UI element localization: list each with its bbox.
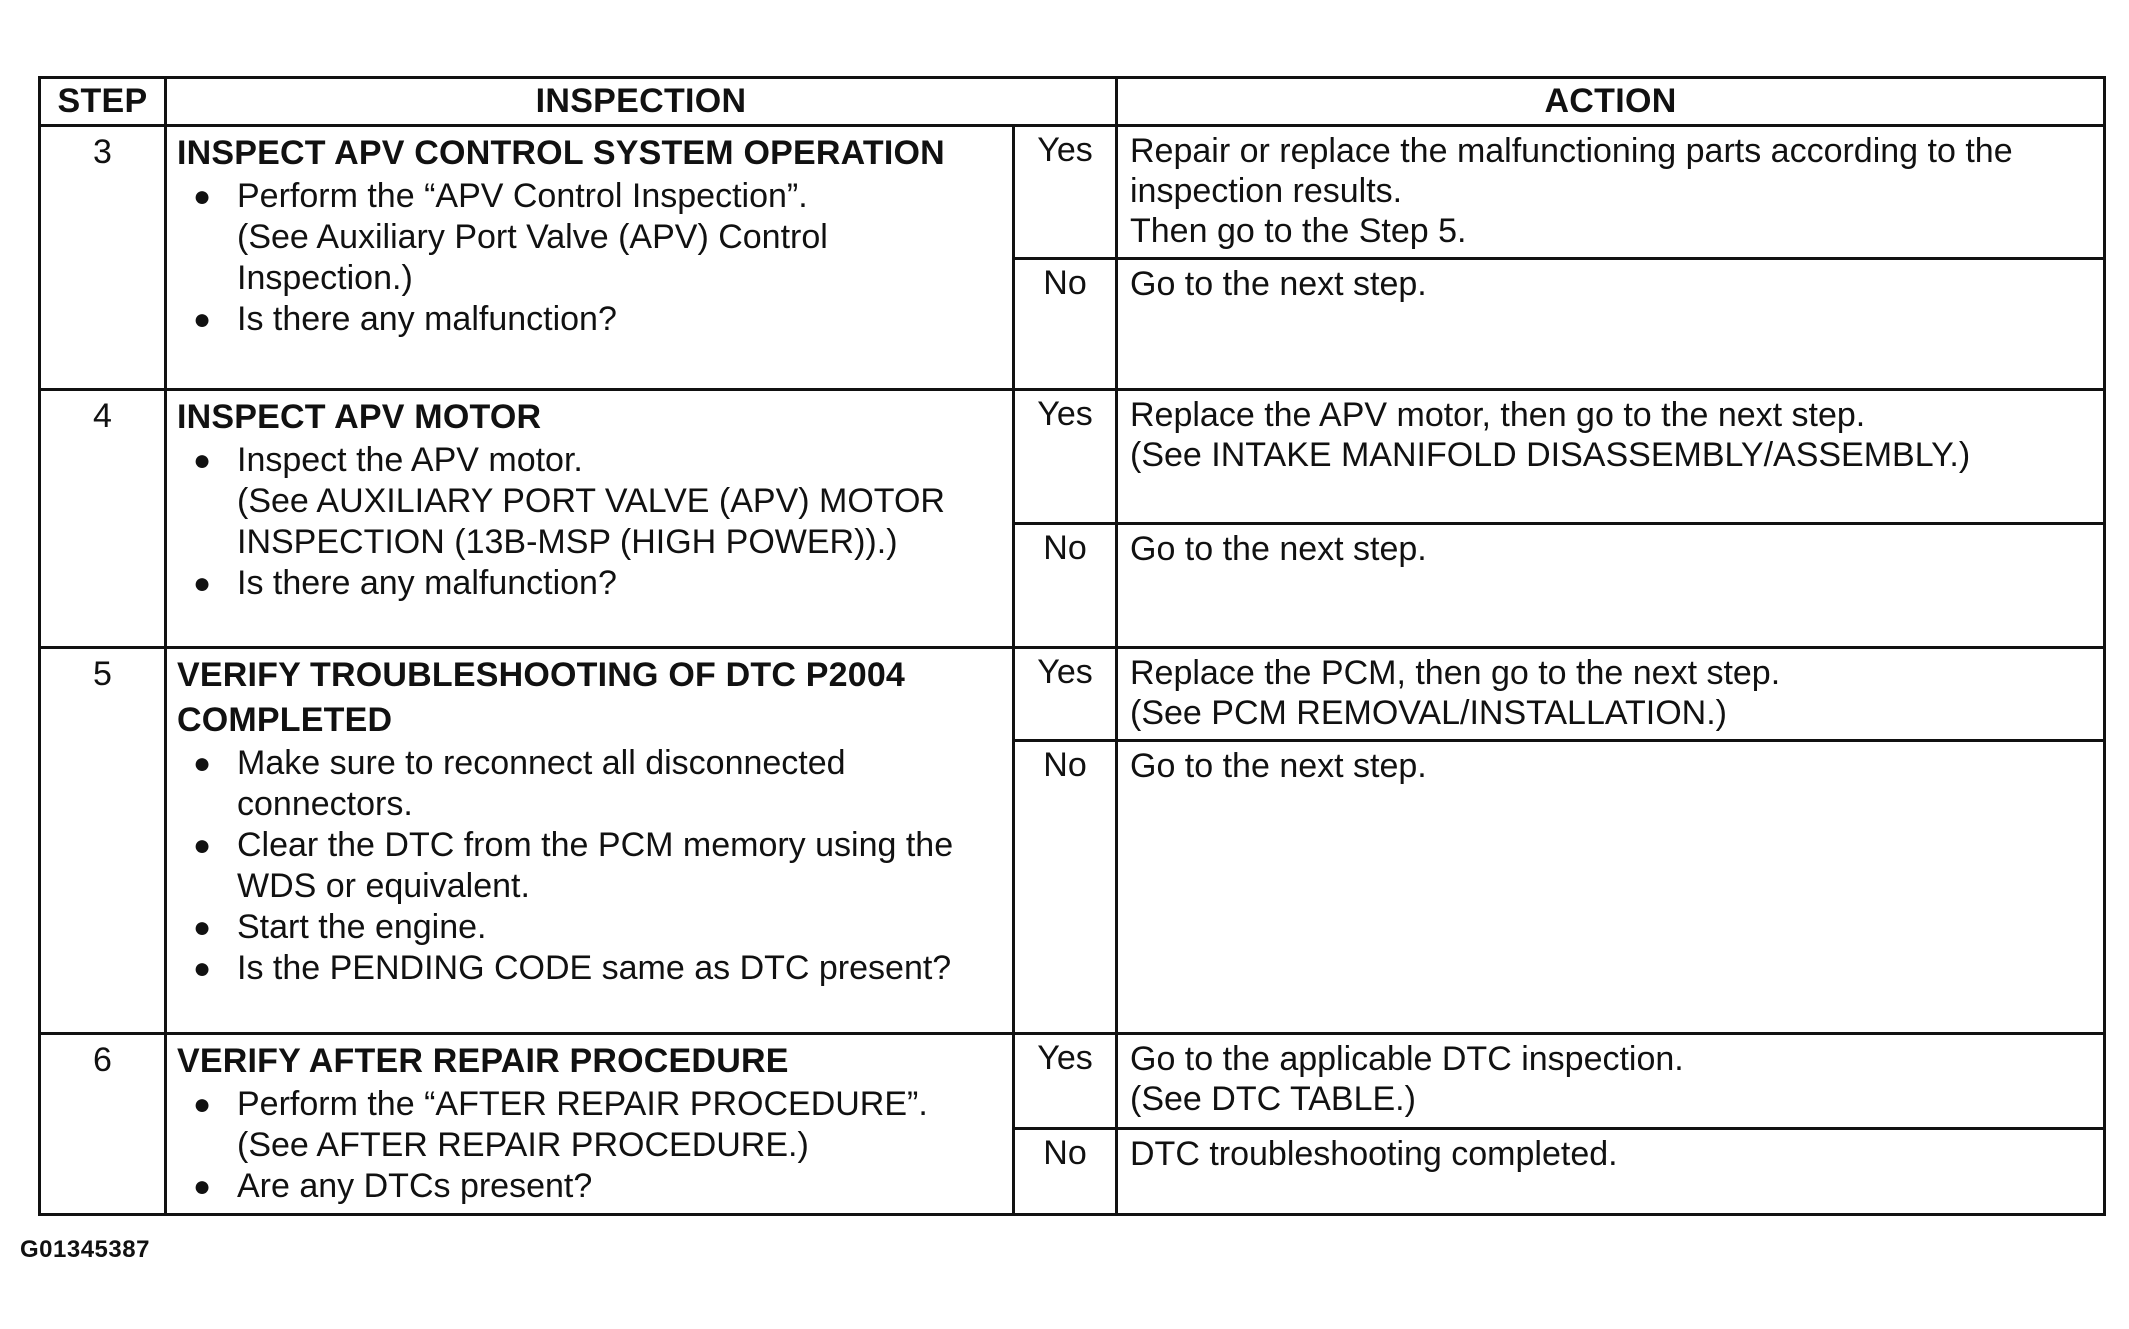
table-row-step-6-yes <box>40 1034 2105 1129</box>
bullet-icon: ● <box>193 1088 212 1121</box>
bullet-text: Start the engine. <box>237 908 487 946</box>
list-item <box>177 948 1002 989</box>
yes-label: Yes <box>1014 126 1117 259</box>
action-text: Replace the PCM, then go to the next step. <box>1130 654 1781 692</box>
yes-action <box>1117 1034 2105 1129</box>
list-item <box>177 176 1002 299</box>
bullet-text: Clear the DTC from the PCM memory using the WDS or equivalent. <box>237 826 954 905</box>
reference-note: (See AFTER REPAIR PROCEDURE.) <box>237 1126 809 1164</box>
bullet-icon: ● <box>193 303 212 336</box>
table-row-step-4-yes <box>40 390 2105 524</box>
table-row-step-5-yes <box>40 648 2105 741</box>
inspection-title: INSPECT APV CONTROL SYSTEM OPERATION <box>177 134 945 172</box>
action-text: (See INTAKE MANIFOLD DISASSEMBLY/ASSEMBLY.) <box>1130 436 1971 474</box>
bullet-text: Is there any malfunction? <box>237 564 617 602</box>
reference-note: (See AUXILIARY PORT VALVE (APV) MOTOR INSPECTION (13B-MSP (HIGH POWER)).) <box>237 482 945 561</box>
bullet-icon: ● <box>193 747 212 780</box>
bullet-icon: ● <box>193 180 212 213</box>
action-text: Repair or replace the malfunctioning parts according to the inspection results. <box>1130 132 2013 210</box>
step-number: 4 <box>40 390 166 648</box>
inspection-bullets <box>177 176 1002 340</box>
inspection-cell <box>166 126 1014 390</box>
action-text: Replace the APV motor, then go to the next step. <box>1130 396 1866 434</box>
inspection-bullets <box>177 440 1002 604</box>
action-text: (See PCM REMOVAL/INSTALLATION.) <box>1130 694 1728 732</box>
no-label: No <box>1014 741 1117 1034</box>
bullet-text: Is the PENDING CODE same as DTC present? <box>237 949 952 987</box>
no-action: Go to the next step. <box>1117 524 2105 648</box>
list-item <box>177 299 1002 340</box>
inspection-cell <box>166 1034 1014 1215</box>
list-item <box>177 743 1002 825</box>
inspection-cell <box>166 648 1014 1034</box>
action-text: (See DTC TABLE.) <box>1130 1080 1416 1118</box>
image-code: G01345387 <box>20 1236 150 1263</box>
diagnostic-table-container <box>38 76 2103 1216</box>
action-text: Then go to the Step 5. <box>1130 212 1467 250</box>
no-label: No <box>1014 1129 1117 1215</box>
list-item <box>177 440 1002 563</box>
inspection-title: INSPECT APV MOTOR <box>177 398 542 436</box>
no-action: Go to the next step. <box>1117 259 2105 390</box>
list-item <box>177 825 1002 907</box>
bullet-icon: ● <box>193 952 212 985</box>
table-row-step-3-yes <box>40 126 2105 259</box>
bullet-icon: ● <box>193 1170 212 1203</box>
list-item <box>177 563 1002 604</box>
list-item <box>177 1084 1002 1166</box>
bullet-text: Inspect the APV motor. <box>237 441 583 479</box>
inspection-title: VERIFY AFTER REPAIR PROCEDURE <box>177 1042 789 1080</box>
diagnostic-table <box>38 76 2106 1216</box>
no-label: No <box>1014 259 1117 390</box>
no-label: No <box>1014 524 1117 648</box>
bullet-text: Perform the “APV Control Inspection”. <box>237 177 808 215</box>
inspection-cell <box>166 390 1014 648</box>
yes-action <box>1117 390 2105 524</box>
step-number: 3 <box>40 126 166 390</box>
header-step: STEP <box>40 78 166 126</box>
no-action: DTC troubleshooting completed. <box>1117 1129 2105 1215</box>
action-text: Go to the applicable DTC inspection. <box>1130 1040 1684 1078</box>
bullet-icon: ● <box>193 444 212 477</box>
list-item <box>177 907 1002 948</box>
reference-note: (See Auxiliary Port Valve (APV) Control Inspection.) <box>237 218 828 297</box>
no-action: Go to the next step. <box>1117 741 2105 1034</box>
yes-label: Yes <box>1014 648 1117 741</box>
header-action: ACTION <box>1117 78 2105 126</box>
list-item <box>177 1166 1002 1207</box>
yes-action <box>1117 126 2105 259</box>
yes-action <box>1117 648 2105 741</box>
inspection-bullets <box>177 743 1002 989</box>
bullet-icon: ● <box>193 829 212 862</box>
bullet-text: Perform the “AFTER REPAIR PROCEDURE”. <box>237 1085 928 1123</box>
bullet-text: Are any DTCs present? <box>237 1167 593 1205</box>
table-header-row <box>40 78 2105 126</box>
step-number: 6 <box>40 1034 166 1215</box>
yes-label: Yes <box>1014 390 1117 524</box>
inspection-bullets <box>177 1084 1002 1207</box>
header-inspection: INSPECTION <box>166 78 1117 126</box>
bullet-icon: ● <box>193 911 212 944</box>
step-number: 5 <box>40 648 166 1034</box>
bullet-text: Make sure to reconnect all disconnected connectors. <box>237 744 846 823</box>
bullet-text: Is there any malfunction? <box>237 300 617 338</box>
yes-label: Yes <box>1014 1034 1117 1129</box>
inspection-title: VERIFY TROUBLESHOOTING OF DTC P2004 COMPLETED <box>177 656 906 739</box>
bullet-icon: ● <box>193 567 212 600</box>
